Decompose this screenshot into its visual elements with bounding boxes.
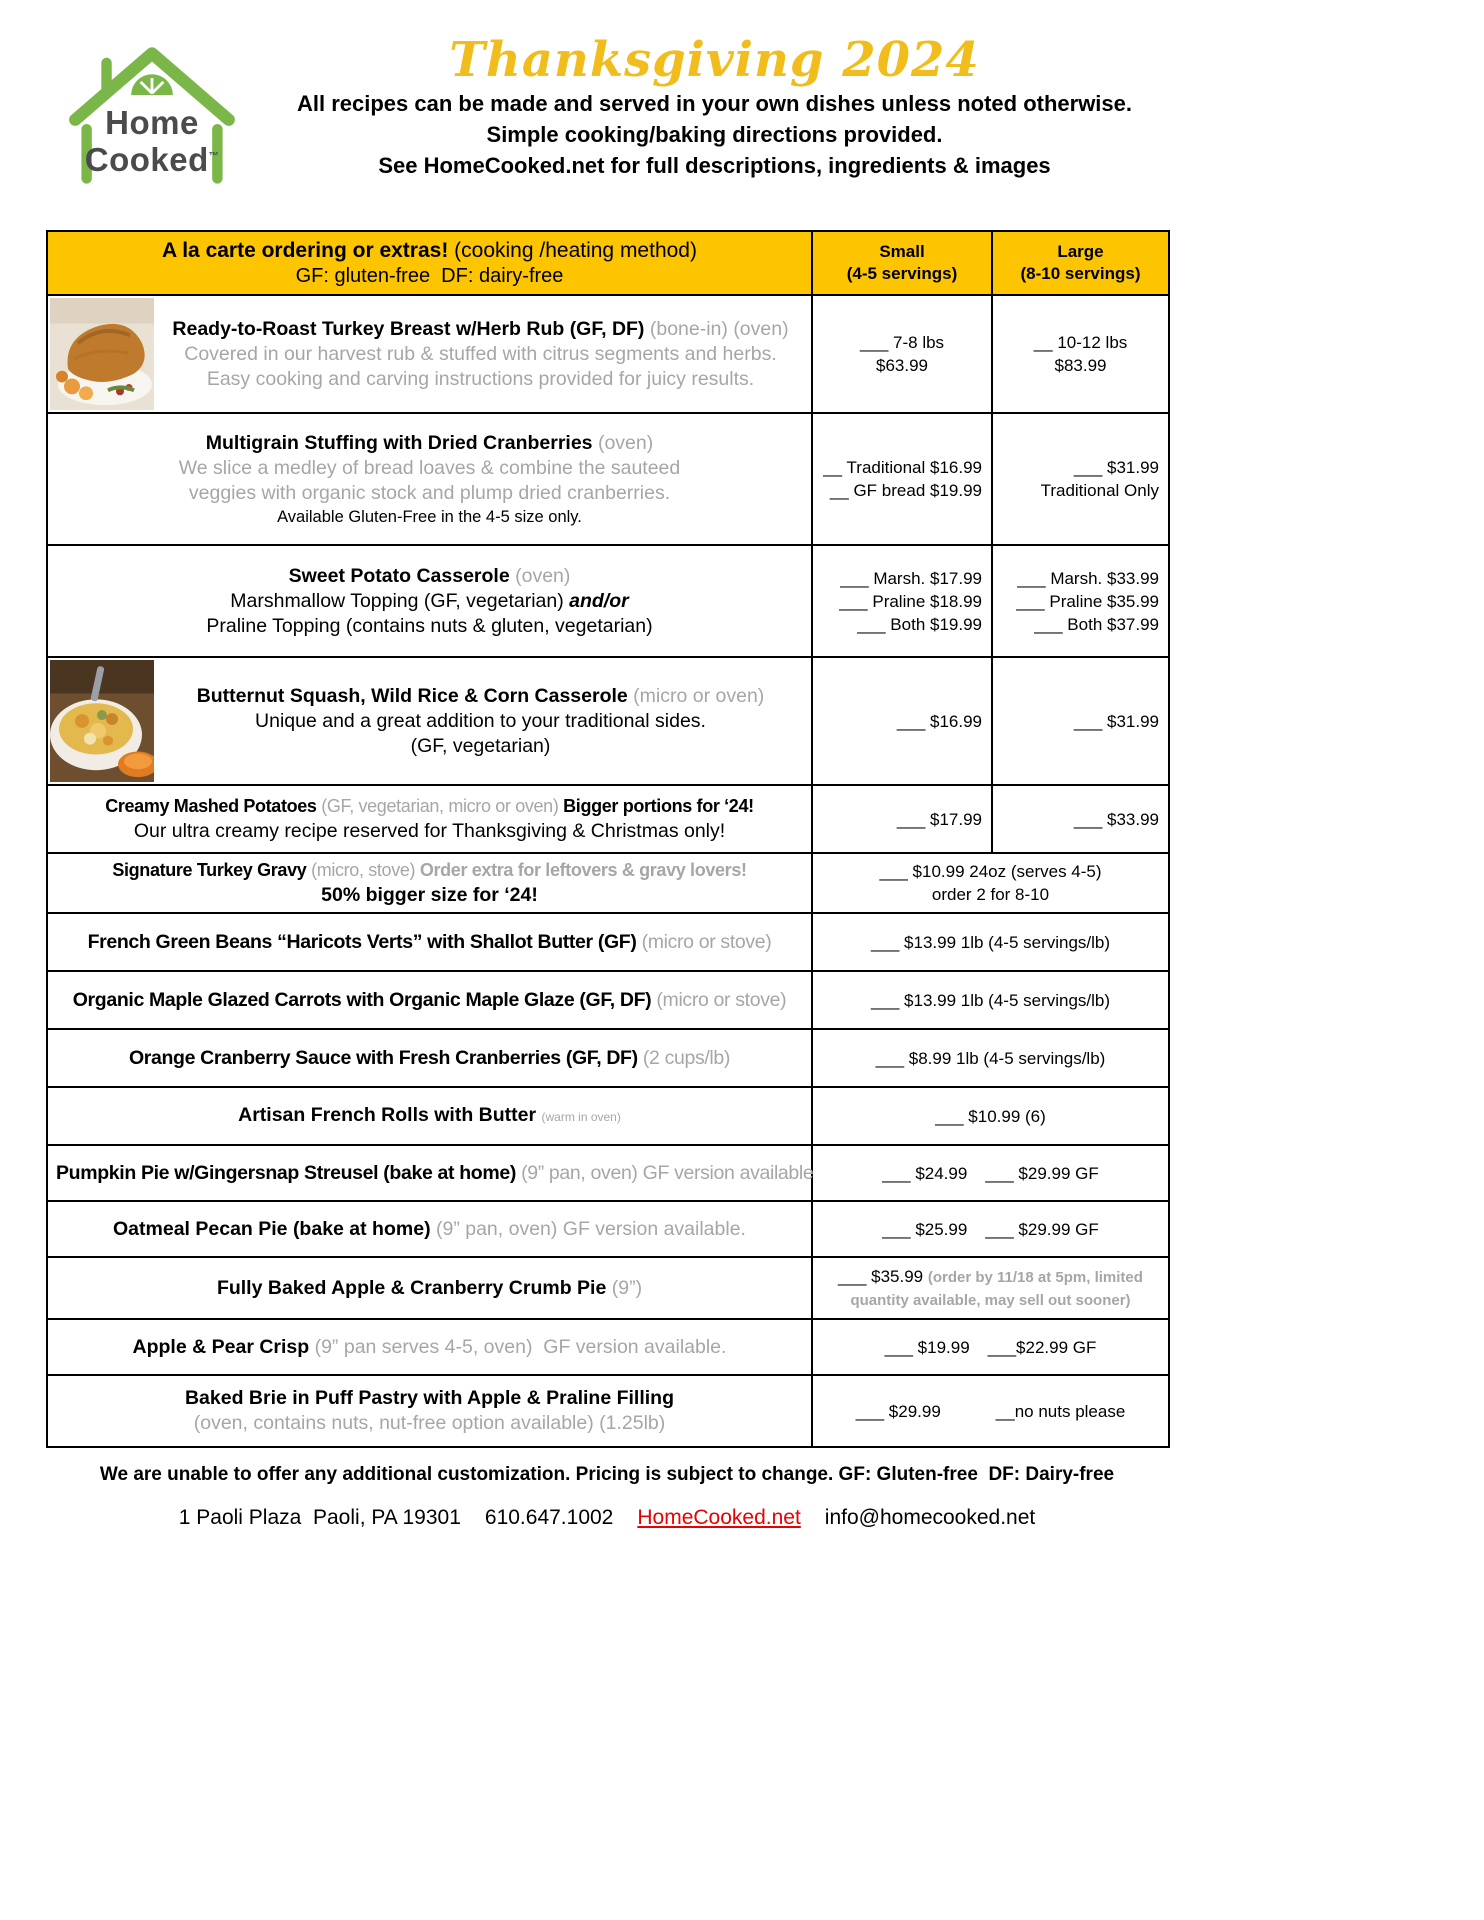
item-title: Multigrain Stuffing with Dried Cranberries <box>205 431 593 454</box>
table-row-turkey <box>47 295 1169 413</box>
price-note: Traditional Only <box>1040 481 1159 500</box>
order-option: ___ $25.99 <box>882 1219 968 1239</box>
order-option: ___ $19.99 <box>884 1337 970 1357</box>
order-option: ___ Praline $35.99 <box>1016 591 1159 611</box>
phone-number: 610.647.1002 <box>484 1506 614 1529</box>
item-method: (micro or stove) <box>656 988 787 1011</box>
item-description: veggies with organic stock and plump dried cranberries. <box>188 481 671 504</box>
price-cell-green-beans <box>812 913 1169 971</box>
header-text-block <box>261 26 1168 181</box>
header-gf-df-key: GF: gluten-free DF: dairy-free <box>295 265 564 287</box>
table-row-butternut <box>47 657 1169 785</box>
table-row-pumpkin-pie <box>47 1145 1169 1201</box>
item-method: (micro, stove) <box>311 860 416 880</box>
item-note: Available Gluten-Free in the 4-5 size only. <box>277 507 582 526</box>
item-title: Orange Cranberry Sauce with Fresh Cranberries (GF, DF) <box>128 1046 638 1069</box>
item-title: Signature Turkey Gravy <box>112 860 307 880</box>
order-option: __ 10-12 lbs <box>1033 333 1128 352</box>
order-option: ___ Both $19.99 <box>857 614 982 634</box>
customization-note: We are unable to offer any additional customization. Pricing is subject to change. GF: Gluten-free DF: Dairy-free <box>99 1464 1115 1485</box>
table-row-pecan-pie <box>47 1201 1169 1257</box>
order-option-gf: ___$22.99 GF <box>987 1337 1097 1357</box>
table-header-row <box>47 231 1169 295</box>
header-subtitle-line: See HomeCooked.net for full descriptions, ingredients & images <box>378 153 1051 178</box>
item-title: Artisan French Rolls with Butter <box>238 1103 537 1126</box>
large-price-cell-butternut <box>992 657 1169 785</box>
price-text: $63.99 <box>876 356 928 375</box>
order-option: ___ Praline $18.99 <box>839 591 982 611</box>
price-text: $83.99 <box>1054 356 1107 375</box>
item-option: Marshmallow Topping (GF, vegetarian) <box>230 589 564 612</box>
order-option: __ GF bread $19.99 <box>829 481 982 500</box>
item-method: (9” pan serves 4-5, oven) GF version available. <box>314 1335 727 1358</box>
item-description: Easy cooking and carving instructions provided for juicy results. <box>206 367 755 390</box>
item-method: (9” pan, oven) GF version available <box>521 1161 814 1184</box>
header-subtitle-line: Simple cooking/baking directions provided. <box>486 122 943 147</box>
small-column-label: Small <box>879 242 925 261</box>
email-text: info@homecooked.net <box>824 1506 1036 1529</box>
price-cell-gravy <box>812 853 1169 913</box>
table-row-french-rolls <box>47 1087 1169 1145</box>
order-option: ___ $13.99 1lb (4-5 servings/lb) <box>870 932 1111 952</box>
price-cell-pecan-pie <box>812 1201 1169 1257</box>
order-option: __ Traditional $16.99 <box>823 458 982 477</box>
price-cell-cranberry-sauce <box>812 1029 1169 1087</box>
item-description: Our ultra creamy recipe reserved for Thanksgiving & Christmas only! <box>133 820 726 842</box>
turkey-photo <box>50 298 154 410</box>
item-title: Apple & Pear Crisp <box>132 1335 310 1358</box>
header-title-normal: (cooking /heating method) <box>448 239 697 262</box>
item-cell-crumb-pie <box>47 1257 812 1319</box>
item-title: Fully Baked Apple & Cranberry Crumb Pie <box>216 1276 607 1299</box>
order-option-gf: ___ $29.99 GF <box>985 1163 1099 1183</box>
price-note: order 2 for 8-10 <box>931 885 1050 904</box>
table-row-mashed-potatoes <box>47 785 1169 853</box>
header-alacarte-cell <box>47 231 812 295</box>
website-link[interactable]: HomeCooked.net <box>637 1506 801 1529</box>
item-cell-turkey <box>47 295 812 413</box>
order-option: ___ $16.99 <box>896 711 982 731</box>
item-method: (9”) <box>611 1276 643 1299</box>
price-cell-pumpkin-pie <box>812 1145 1169 1201</box>
table-row-cranberry-sauce <box>47 1029 1169 1087</box>
large-price-cell-sweet-potato <box>992 545 1169 657</box>
order-option: ___ $8.99 1lb (4-5 servings/lb) <box>875 1048 1106 1068</box>
item-method: (bone-in) (oven) <box>649 317 789 340</box>
order-option: ___ $10.99 (6) <box>935 1106 1046 1126</box>
table-row-green-beans <box>47 913 1169 971</box>
table-row-apple-pear-crisp <box>47 1319 1169 1375</box>
item-title: Sweet Potato Casserole <box>288 564 510 587</box>
item-method: (9” pan, oven) GF version available. <box>435 1217 746 1240</box>
item-title: Organic Maple Glazed Carrots with Organic Maple Glaze (GF, DF) <box>72 988 652 1011</box>
item-description: Unique and a great addition to your traditional sides. <box>255 709 706 732</box>
item-description: We slice a medley of bread loaves & combine the sauteed <box>178 456 681 479</box>
item-cell-mashed-potatoes <box>47 785 812 853</box>
header-title-bold: A la carte ordering or extras! <box>162 239 449 262</box>
table-row-carrots <box>47 971 1169 1029</box>
order-option: ___ Marsh. $17.99 <box>840 568 982 588</box>
header-large-column <box>992 231 1169 295</box>
table-row-crumb-pie <box>47 1257 1169 1319</box>
homecooked-logo <box>62 30 242 200</box>
order-option: ___ $17.99 <box>896 809 982 829</box>
item-cell-cranberry-sauce <box>47 1029 812 1087</box>
order-option: ___ $31.99 <box>1073 711 1159 731</box>
item-cell-stuffing <box>47 413 812 545</box>
trademark-symbol: ™ <box>208 151 220 162</box>
large-price-cell-turkey <box>992 295 1169 413</box>
order-option: ___ $31.99 <box>1073 458 1159 477</box>
order-option: ___ $24.99 <box>882 1163 968 1183</box>
large-price-cell-stuffing <box>992 413 1169 545</box>
small-price-cell-turkey <box>812 295 992 413</box>
item-highlight: Order extra for leftovers & gravy lovers! <box>419 860 747 880</box>
price-cell-carrots <box>812 971 1169 1029</box>
price-cell-french-rolls <box>812 1087 1169 1145</box>
order-option: ___ Marsh. $33.99 <box>1017 568 1159 588</box>
order-option: ___ $29.99 <box>855 1401 941 1421</box>
item-cell-sweet-potato <box>47 545 812 657</box>
address-text: 1 Paoli Plaza Paoli, PA 19301 <box>178 1506 461 1529</box>
item-method: (GF, vegetarian, micro or oven) <box>321 796 559 816</box>
item-title: Creamy Mashed Potatoes <box>105 796 317 816</box>
small-price-cell-stuffing <box>812 413 992 545</box>
header-small-column <box>812 231 992 295</box>
order-option: ___ $33.99 <box>1073 809 1159 829</box>
price-deadline-note: (order by 11/18 at 5pm, limited quantity available, may sell out sooner) <box>850 1269 1143 1309</box>
item-method: (warm in oven) <box>541 1109 621 1124</box>
large-price-cell-mashed <box>992 785 1169 853</box>
header-subtitle-line: All recipes can be made and served in your own dishes unless noted otherwise. <box>296 91 1133 116</box>
item-title: Ready-to-Roast Turkey Breast w/Herb Rub (GF, DF) <box>172 317 645 340</box>
item-cell-gravy <box>47 853 812 913</box>
price-cell-baked-brie <box>812 1375 1169 1447</box>
price-cell-crumb-pie <box>812 1257 1169 1319</box>
item-title: French Green Beans “Haricots Verts” with Shallot Butter (GF) <box>87 930 637 953</box>
item-option: Praline Topping (contains nuts & gluten, vegetarian) <box>206 614 653 637</box>
small-price-cell-mashed <box>812 785 992 853</box>
item-method: (micro or stove) <box>641 930 772 953</box>
order-option: ___ $13.99 1lb (4-5 servings/lb) <box>870 990 1111 1010</box>
logo-wordmark <box>62 106 242 177</box>
menu-table <box>46 230 1170 1448</box>
contact-line <box>46 1506 1168 1530</box>
item-cell-baked-brie <box>47 1375 812 1447</box>
item-description: Covered in our harvest rub & stuffed with citrus segments and herbs. <box>184 342 777 365</box>
order-option: ___ $35.99 <box>838 1267 928 1286</box>
order-option-gf: ___ $29.99 GF <box>985 1219 1099 1239</box>
item-title: Pumpkin Pie w/Gingersnap Streusel (bake at home) <box>56 1161 516 1184</box>
item-cell-butternut <box>47 657 812 785</box>
logo-word-cooked: Cooked™ <box>84 141 220 178</box>
item-cell-carrots <box>47 971 812 1029</box>
item-cell-pumpkin-pie <box>47 1145 812 1201</box>
item-highlight: 50% bigger size for ‘24! <box>321 884 538 906</box>
order-option: ___ Both $37.99 <box>1034 614 1159 634</box>
item-title: Butternut Squash, Wild Rice & Corn Casserole <box>196 684 628 707</box>
item-method: (2 cups/lb) <box>642 1046 731 1069</box>
small-column-servings: (4-5 servings) <box>846 264 958 283</box>
large-column-servings: (8-10 servings) <box>1020 264 1141 283</box>
small-price-cell-sweet-potato <box>812 545 992 657</box>
page-header <box>46 26 1168 226</box>
page-footer <box>46 1464 1168 1530</box>
price-cell-apple-pear-crisp <box>812 1319 1169 1375</box>
table-row-baked-brie <box>47 1375 1169 1447</box>
item-title: Baked Brie in Puff Pastry with Apple & Praline Filling <box>184 1387 675 1409</box>
item-cell-green-beans <box>47 913 812 971</box>
logo-word-home: Home <box>105 104 199 141</box>
order-option: ___ $10.99 24oz (serves 4-5) <box>879 862 1102 881</box>
item-cell-apple-pear-crisp <box>47 1319 812 1375</box>
item-method: (oven) <box>515 564 571 587</box>
item-method: (micro or oven) <box>633 684 765 707</box>
small-price-cell-butternut <box>812 657 992 785</box>
large-column-label: Large <box>1057 242 1104 261</box>
item-andor: and/or <box>569 589 629 612</box>
casserole-photo <box>50 660 154 782</box>
item-method: (oven) <box>597 431 654 454</box>
order-option: ___ 7-8 lbs <box>859 333 945 352</box>
item-cell-pecan-pie <box>47 1201 812 1257</box>
page-title: Thanksgiving 2024 <box>449 32 980 88</box>
no-nuts-option: __no nuts please <box>995 1401 1126 1421</box>
item-description: (GF, vegetarian) <box>410 734 551 757</box>
item-highlight: Bigger portions for ‘24! <box>563 796 754 816</box>
table-row-gravy <box>47 853 1169 913</box>
table-row-sweet-potato <box>47 545 1169 657</box>
item-title: Oatmeal Pecan Pie (bake at home) <box>113 1217 431 1240</box>
table-row-stuffing <box>47 413 1169 545</box>
item-method: (oven, contains nuts, nut-free option available) (1.25lb) <box>193 1412 666 1434</box>
item-cell-french-rolls <box>47 1087 812 1145</box>
